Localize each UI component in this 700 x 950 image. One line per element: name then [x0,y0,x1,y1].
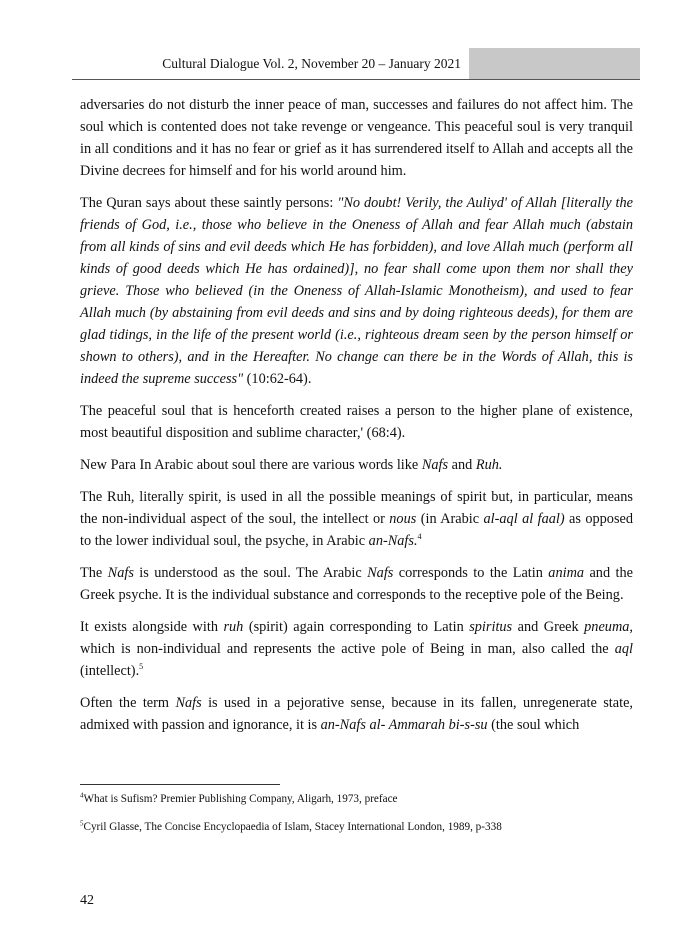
page-body [80,94,633,746]
footnote-4: $^4$What is Sufism? Premier Publishing Company, Aligarh, 1973, preface [80,791,398,805]
journal-title: Cultural Dialogue Vol. 2, November 20 – January 2021 [162,56,461,71]
paragraph-2: The Quran says about these saintly persons: "No doubt! Verily, the Auliyd' of Allah [literally the friends of God, i.e., those who believe in the Oneness of Allah and fear Allah much (abstain from all kinds of sins and evil deeds which He has forbidden), and love Allah much (perform all kinds of good deeds which He has ordained)], no fear shall come upon them nor shall they grieve. Those who believed (in the Oneness of Allah-Islamic Monotheism), and used to fear Allah much (by abstaining from evil deeds and sins and by doing righteous deeds), for them are glad tidings, in the life of the present world (i.e., righteous dream seen by the person himself or shown to others), and in the Hereafter. No change can there be in the Words of Allah, this is indeed the supreme success" (10:62-64). [80,195,633,387]
footnote-ref-4[interactable]: 4 [417,532,422,542]
paragraph-7: It exists alongside with ruh (spirit) again corresponding to Latin spiritus and Greek pneuma, which is non-individual and represents the active pole of Being in man, also called the aql (intellect).$^5$ [80,619,633,679]
footnote-ref-5[interactable]: 5 [139,662,144,672]
paragraph-4: New Para In Arabic about soul there are various words like Nafs and Ruh. [80,457,503,473]
paragraph-6: The Nafs is understood as the soul. The Arabic Nafs corresponds to the Latin anima and the Greek psyche. It is the individual substance and corresponds to the receptive pole of the Being. [80,565,633,603]
page-number: 42 [80,893,94,908]
paragraph-5: The Ruh, literally spirit, is used in all the possible meanings of spirit but, in particular, means the non-individual aspect of the soul, the intellect or nous (in Arabic al-aql al faal) as opposed to the lower individual soul, the psyche, in Arabic an-Nafs.$^4$ [80,489,634,549]
paragraph-8: Often the term Nafs is used in a pejorative sense, because in its fallen, unregenerate state, admixed with passion and ignorance, it is an-Nafs al- Ammarah bi-s-su (the soul which [80,695,633,733]
quran-quote: "No doubt! Verily, the Auliyd' of Allah [literally the friends of God, i.e., those who believe in the Oneness of Allah and fear Allah much (abstain from all kinds of sins and evil deeds which He has forbidden), and love Allah much (perform all kinds of good deeds which He has ordained)], no fear shall come upon them nor shall they grieve. Those who believed (in the Oneness of Allah-Islamic Monotheism), and used to fear Allah much (by abstaining from evil deeds and sins and by doing righteous deeds), for them are glad tidings, in the life of the present world (i.e., righteous dream seen by the person himself or shown to others), and in the Hereafter. No change can there be in the Words of Allah, this is indeed the supreme success" [80,195,633,387]
footnote-5: $^5$Cyril Glasse, The Concise Encyclopaedia of Islam, Stacey International London, 1989, p-338 [80,819,502,833]
header-shaded-box [469,48,640,79]
paragraph-1: adversaries do not disturb the inner peace of man, successes and failures do not affect him. The soul which is contented does not take revenge or vengeance. This peaceful soul is very tranquil in all conditions and it has no fear or grief as it has surrendered itself to Allah and accepts all the Divine decrees for himself and for his world around him. [80,97,633,179]
footnote-divider [80,784,280,785]
running-header [72,48,640,80]
paragraph-3: The peaceful soul that is henceforth created raises a person to the higher plane of existence, most beautiful disposition and sublime character,' (68:4). [80,403,633,441]
